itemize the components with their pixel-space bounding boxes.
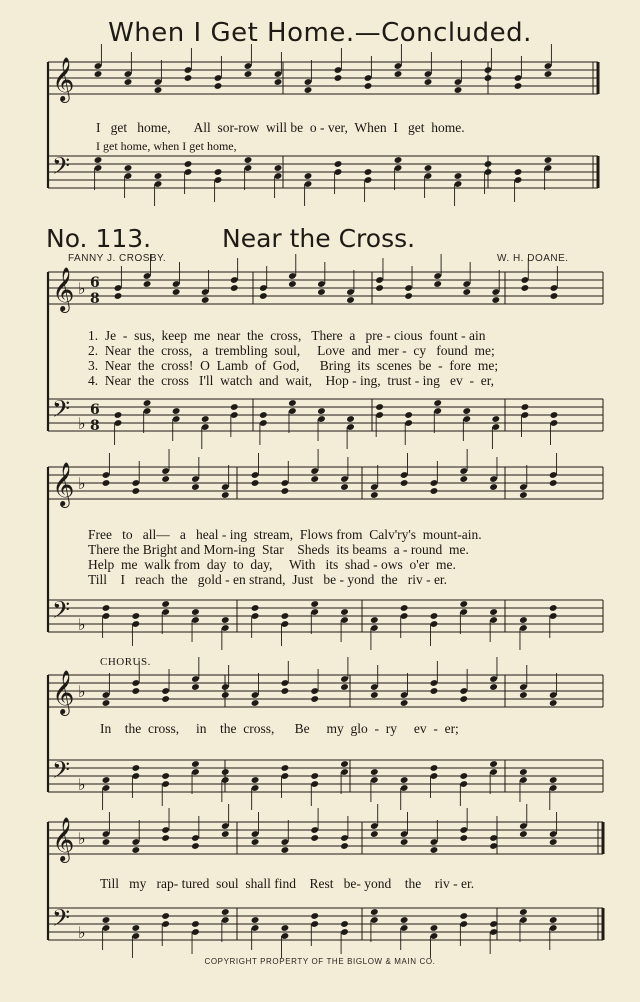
note-head: [514, 82, 523, 90]
note-head: [424, 78, 433, 86]
note-head: [550, 411, 559, 419]
note-head: [221, 830, 230, 838]
note-head: [221, 491, 230, 499]
note-head: [459, 600, 468, 608]
bass-clef-icon: 𝄢: [52, 596, 71, 629]
note-head: [131, 846, 140, 854]
note-head: [400, 776, 409, 784]
note-head: [102, 699, 111, 707]
note-head: [454, 86, 463, 94]
note-head: [462, 288, 471, 296]
key-flat-icon: ♭: [78, 414, 86, 433]
note-head: [549, 479, 558, 487]
note-head: [201, 415, 210, 423]
treble-clef-icon: 𝄞: [52, 817, 75, 861]
note-head: [340, 920, 349, 928]
note-head: [544, 70, 553, 78]
note-head: [459, 834, 468, 842]
note-head: [161, 600, 170, 608]
note-head: [310, 475, 319, 483]
note-head: [131, 924, 140, 932]
note-head: [462, 407, 471, 415]
note-head: [191, 608, 200, 616]
note-head: [370, 908, 379, 916]
continued-title: When I Get Home.—Concluded.: [108, 18, 532, 48]
bass-clef-icon: 𝄢: [52, 756, 71, 789]
note-head: [102, 479, 111, 487]
note-head: [400, 916, 409, 924]
note-head: [221, 768, 230, 776]
note-head: [404, 292, 413, 300]
note-head: [274, 78, 283, 86]
note-head: [310, 912, 319, 920]
time-signature-top: 6: [90, 275, 100, 291]
note-head: [489, 608, 498, 616]
note-head: [201, 296, 210, 304]
note-head: [549, 838, 558, 846]
stanza-3-line-2: Help me walk from day to day, With its shad - ows o'er me.: [88, 557, 456, 572]
note-head: [143, 399, 152, 407]
key-flat-icon: ♭: [78, 829, 86, 848]
note-head: [124, 78, 133, 86]
stanza-3-line-1: 3. Near the cross! O Lamb of God, Bring its scenes be - fore me;: [88, 358, 499, 373]
copyright-notice: COPYRIGHT PROPERTY OF THE BIGLOW & MAIN CO.: [204, 957, 436, 966]
note-head: [394, 156, 403, 164]
note-head: [514, 168, 523, 176]
stanza-4-line-1: 4. Near the cross I'll watch and wait, Hop - ing, trust - ing ev - er,: [88, 373, 495, 388]
chorus-line-2: Till my rap- tured soul shall find Rest be- yond the riv - er.: [100, 876, 475, 891]
note-head: [161, 475, 170, 483]
stanza-4-line-2: Till I reach the gold - en strand, Just be - yond the riv - er.: [88, 572, 448, 587]
treble-clef-icon: 𝄞: [52, 267, 75, 311]
note-head: [102, 838, 111, 846]
note-head: [549, 604, 558, 612]
lyricist-credit: FANNY J. CROSBY.: [68, 253, 167, 264]
note-head: [288, 280, 297, 288]
note-head: [154, 86, 163, 94]
note-head: [430, 612, 439, 620]
note-head: [191, 920, 200, 928]
note-head: [221, 908, 230, 916]
treble-clef-icon: 𝄞: [52, 462, 75, 506]
note-head: [281, 764, 290, 772]
chorus-line-1: In the cross, in the cross, Be my glo - ry ev - er;: [100, 721, 459, 736]
note-head: [370, 616, 379, 624]
note-head: [317, 288, 326, 296]
note-head: [251, 916, 260, 924]
note-head: [310, 600, 319, 608]
note-head: [161, 912, 170, 920]
note-head: [214, 168, 223, 176]
note-head: [370, 691, 379, 699]
note-head: [519, 616, 528, 624]
key-flat-icon: ♭: [78, 279, 86, 298]
note-head: [94, 156, 103, 164]
note-head: [124, 164, 133, 172]
note-head: [143, 280, 152, 288]
note-head: [161, 834, 170, 842]
note-head: [459, 772, 468, 780]
note-head: [244, 156, 253, 164]
note-head: [259, 411, 268, 419]
key-flat-icon: ♭: [78, 615, 86, 634]
note-head: [370, 830, 379, 838]
note-head: [364, 82, 373, 90]
note-head: [346, 415, 355, 423]
note-head: [221, 691, 230, 699]
note-head: [114, 292, 123, 300]
note-head: [281, 487, 290, 495]
note-head: [454, 172, 463, 180]
note-head: [304, 172, 313, 180]
composer-credit: W. H. DOANE.: [497, 253, 569, 264]
note-head: [131, 687, 140, 695]
note-head: [259, 292, 268, 300]
note-head: [404, 411, 413, 419]
note-head: [131, 612, 140, 620]
note-head: [370, 768, 379, 776]
note-head: [230, 403, 239, 411]
bass-clef-icon: 𝄢: [52, 395, 71, 428]
note-head: [550, 292, 559, 300]
key-flat-icon: ♭: [78, 474, 86, 493]
note-head: [400, 479, 409, 487]
note-head: [274, 164, 283, 172]
note-head: [491, 296, 500, 304]
hymn-number: No. 113.: [46, 224, 152, 253]
note-head: [244, 70, 253, 78]
note-head: [304, 86, 313, 94]
note-head: [491, 415, 500, 423]
note-head: [230, 284, 239, 292]
time-signature-bottom: 8: [90, 418, 100, 434]
note-head: [430, 846, 439, 854]
note-head: [459, 695, 468, 703]
note-head: [191, 842, 200, 850]
note-head: [484, 74, 493, 82]
note-head: [102, 604, 111, 612]
note-head: [521, 403, 530, 411]
note-head: [340, 608, 349, 616]
note-head: [400, 838, 409, 846]
bass-clef-icon: 𝄢: [52, 904, 71, 937]
note-head: [161, 772, 170, 780]
note-head: [394, 70, 403, 78]
note-head: [251, 699, 260, 707]
note-head: [221, 616, 230, 624]
note-head: [191, 760, 200, 768]
top-piece-lyric-line: I get home, All sor-row will be o - ver, When I get home.: [96, 120, 465, 135]
note-head: [430, 764, 439, 772]
note-head: [489, 483, 498, 491]
bass-clef-icon: 𝄢: [52, 152, 71, 185]
note-head: [375, 403, 384, 411]
note-head: [288, 399, 297, 407]
note-head: [375, 284, 384, 292]
note-head: [191, 483, 200, 491]
treble-clef-icon: 𝄞: [52, 57, 75, 101]
note-head: [94, 70, 103, 78]
note-head: [521, 284, 530, 292]
stanza-1-line-2: Free to all— a heal - ing stream, Flows from Calv'ry's mount-ain.: [88, 527, 482, 542]
note-head: [519, 768, 528, 776]
note-head: [433, 399, 442, 407]
note-head: [400, 604, 409, 612]
note-head: [519, 491, 528, 499]
note-head: [317, 407, 326, 415]
note-head: [310, 772, 319, 780]
note-head: [433, 280, 442, 288]
note-head: [251, 838, 260, 846]
note-head: [544, 156, 553, 164]
note-head: [519, 908, 528, 916]
note-head: [430, 487, 439, 495]
note-head: [102, 916, 111, 924]
note-head: [184, 160, 193, 168]
note-head: [131, 764, 140, 772]
note-head: [346, 296, 355, 304]
hymn-title: Near the Cross.: [222, 224, 416, 253]
note-head: [549, 916, 558, 924]
note-head: [251, 479, 260, 487]
note-head: [364, 168, 373, 176]
note-head: [340, 483, 349, 491]
note-head: [430, 687, 439, 695]
note-head: [131, 487, 140, 495]
note-head: [370, 491, 379, 499]
note-head: [214, 82, 223, 90]
note-head: [281, 687, 290, 695]
stanza-1-line-1: 1. Je - sus, keep me near the cross, There a pre - cious fount - ain: [88, 328, 486, 343]
note-head: [334, 160, 343, 168]
note-head: [310, 834, 319, 842]
note-head: [310, 695, 319, 703]
note-head: [251, 604, 260, 612]
note-head: [172, 407, 181, 415]
note-head: [519, 691, 528, 699]
top-piece-lower-lyric: I get home, when I get home,: [96, 139, 237, 153]
note-head: [161, 695, 170, 703]
note-head: [489, 683, 498, 691]
note-head: [102, 776, 111, 784]
note-head: [114, 411, 123, 419]
note-head: [281, 846, 290, 854]
note-head: [430, 924, 439, 932]
note-head: [340, 842, 349, 850]
note-head: [549, 776, 558, 784]
note-head: [172, 288, 181, 296]
note-head: [281, 612, 290, 620]
note-head: [191, 683, 200, 691]
stanza-2-line-2: There the Bright and Morn-ing Star Sheds its beams a - round me.: [88, 542, 469, 557]
note-head: [459, 912, 468, 920]
key-flat-icon: ♭: [78, 682, 86, 701]
treble-clef-icon: 𝄞: [52, 670, 75, 714]
note-head: [519, 830, 528, 838]
note-head: [154, 172, 163, 180]
note-head: [424, 164, 433, 172]
chorus-label: CHORUS.: [100, 656, 151, 668]
note-head: [459, 475, 468, 483]
note-head: [489, 760, 498, 768]
stanza-2-line-1: 2. Near the cross, a trembling soul, Love and mer - cy found me;: [88, 343, 495, 358]
time-signature-bottom: 8: [90, 291, 100, 307]
note-head: [251, 776, 260, 784]
note-head: [340, 760, 349, 768]
note-head: [484, 160, 493, 168]
note-head: [400, 699, 409, 707]
time-signature-top: 6: [90, 402, 100, 418]
note-head: [549, 699, 558, 707]
key-flat-icon: ♭: [78, 923, 86, 942]
key-flat-icon: ♭: [78, 775, 86, 794]
note-head: [281, 924, 290, 932]
note-head: [184, 74, 193, 82]
note-head: [334, 74, 343, 82]
note-head: [340, 683, 349, 691]
